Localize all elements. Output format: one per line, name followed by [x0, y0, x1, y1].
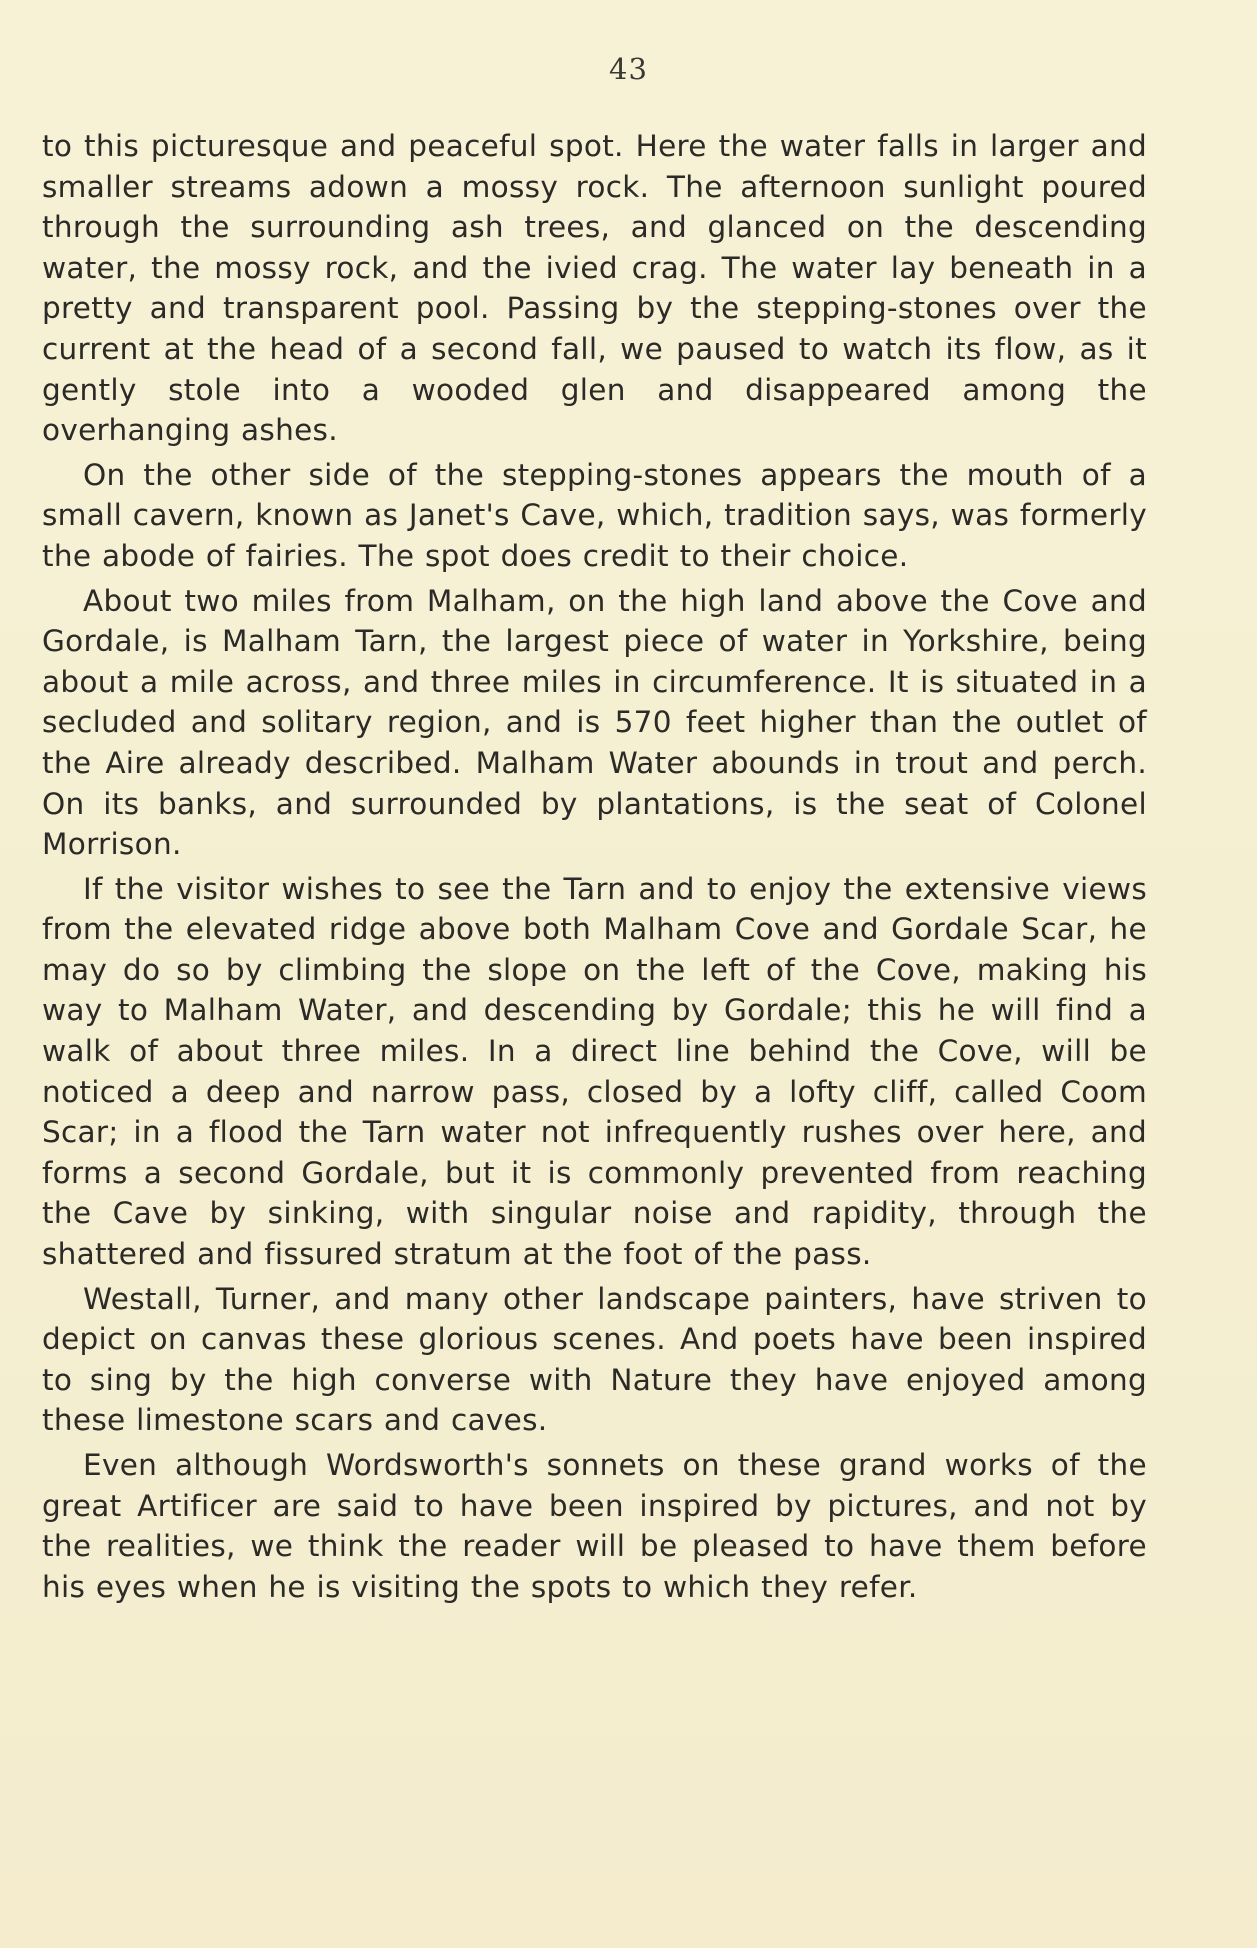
paragraph-6: Even although Wordsworth's sonnets on these grand works of the great Artificer are said to have been inspired by pictures, and not by the realities, we think the reader will be pleased to have them before his eyes when he is visiting the spots to which they refer. [42, 1448, 1147, 1604]
paragraph-1: to this picturesque and peaceful spot. Here the water falls in larger and smaller streams adown a mossy rock. The afternoon sunlight poured through the surrounding ash trees, and glanced on the descending water, the mossy rock, and the ivied crag. The water lay beneath in a pretty and transparent pool. Passing by the stepping-stones over the current at the head of a second fall, we paused to watch its flow, as it gently stole into a wooded glen and disappeared among the overhanging ashes. [42, 129, 1147, 448]
body-text [42, 126, 1147, 1611]
paragraph-3: About two miles from Malham, on the high land above the Cove and Gordale, is Malham Tarn, the largest piece of water in Yorkshire, being about a mile across, and three miles in circumference. It is situated in a secluded and solitary region, and is 570 feet higher than the outlet of the Aire already described. Malham Water abounds in trout and perch. On its banks, and surrounded by plantations, is the seat of Colonel Morrison. [42, 583, 1147, 862]
paragraph-5: Westall, Turner, and many other landscape painters, have striven to depict on canvas these glorious scenes. And poets have been inspired to sing by the high converse with Nature they have enjoyed among these limestone scars and caves. [42, 1281, 1147, 1438]
page-number: 43 [609, 52, 648, 86]
paragraph-4: If the visitor wishes to see the Tarn and to enjoy the extensive views from the elevated ridge above both Malham Cove and Gordale Scar, he may do so by climbing the slope on the left of the Cove, making his way to Malham Water, and descending by Gordale; this he will find a walk of about three miles. In a direct line behind the Cove, will be noticed a deep and narrow pass, closed by a lofty cliff, called Coom Scar; in a flood the Tarn water not infrequently rushes over here, and forms a second Gordale, but it is commonly prevented from reaching the Cave by sinking, with singular noise and rapidity, through the shattered and fissured stratum at the foot of the pass. [42, 871, 1147, 1272]
paragraph-2: On the other side of the stepping-stones appears the mouth of a small cavern, known as Janet's Cave, which, tradition says, was formerly the abode of fairies. The spot does credit to their choice. [42, 457, 1147, 573]
